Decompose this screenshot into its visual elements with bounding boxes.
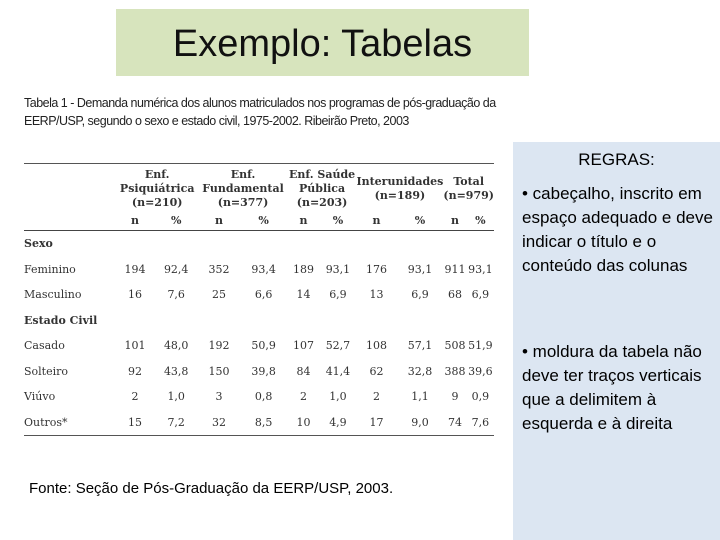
table-cell: 7,2	[154, 410, 198, 436]
data-table	[24, 163, 494, 436]
slide-title: Exemplo: Tabelas	[172, 23, 473, 65]
table-cell: 352	[208, 262, 230, 276]
rules-panel	[513, 142, 720, 540]
section-title: Estado Civil	[24, 313, 98, 327]
group-count: (n=203)	[296, 196, 348, 209]
subheader-cell: n	[198, 210, 239, 231]
table-cell: 92,4	[163, 262, 189, 276]
source-note: Fonte: Seção de Pós-Graduação da EERP/USP, 2003.	[29, 480, 394, 497]
table-cell: 4,9	[319, 410, 356, 436]
table-cell: 17	[356, 410, 396, 436]
table-cell: 7,6	[167, 288, 185, 302]
table-cell: 15	[116, 410, 154, 436]
row-label: Viúvo	[24, 390, 56, 404]
table-cell: 508	[444, 339, 466, 353]
table-cell: 6,9	[411, 288, 429, 302]
row-label: Masculino	[24, 288, 82, 302]
group-header	[198, 164, 287, 211]
table-cell: 1,0	[329, 390, 347, 404]
table-cell: 62	[369, 364, 384, 378]
group-count: (n=979)	[443, 189, 494, 202]
group-name: Enf. Saúde Pública	[289, 168, 356, 195]
subheader-cell: %	[319, 210, 356, 231]
table-cell: 9,0	[397, 410, 444, 436]
table-cell: 388	[444, 364, 466, 378]
group-header	[443, 164, 494, 211]
subheader-cell: %	[154, 210, 198, 231]
title-box	[116, 9, 529, 76]
table-cell: 93,1	[468, 262, 493, 276]
table-cell: 57,1	[407, 339, 433, 353]
table-cell: 32	[198, 410, 239, 436]
header-empty-cell	[24, 164, 116, 211]
table-cell: 6,9	[329, 288, 347, 302]
group-count: (n=189)	[374, 189, 426, 202]
table-cell: 84	[296, 364, 311, 378]
group-header	[356, 164, 443, 211]
table-cell: 0,8	[254, 390, 273, 404]
table-cell: 93,1	[325, 262, 351, 276]
table-cell: 192	[208, 339, 230, 353]
rule-item: • moldura da tabela não deve ter traços verticais que a delimitem à esquerda e à direita	[522, 342, 702, 433]
table-cell: 93,1	[407, 262, 433, 276]
table-cell: 7,6	[467, 410, 494, 436]
table-cell: 2	[300, 390, 308, 404]
table-cell: 2	[373, 390, 380, 404]
data-table-container	[24, 163, 494, 436]
group-name: Interunidades	[356, 175, 444, 188]
table-cell: 43,8	[163, 364, 189, 378]
table-cell: 3	[215, 390, 223, 404]
table-cell: 0,9	[471, 390, 490, 404]
table-cell: 8,5	[240, 410, 288, 436]
table-row	[24, 359, 494, 385]
table-row	[24, 384, 494, 410]
table-cell: 74	[443, 410, 466, 436]
subheader-cell: n	[443, 210, 466, 231]
group-count: (n=210)	[131, 196, 183, 209]
section-row	[24, 231, 494, 257]
table-cell: 25	[211, 288, 226, 302]
table-row	[24, 282, 494, 308]
group-header-row	[24, 164, 494, 211]
table-cell: 51,9	[468, 339, 493, 353]
table-cell: 176	[366, 262, 387, 276]
row-label: Casado	[24, 339, 65, 353]
table-cell: 92	[128, 364, 142, 378]
table-cell: 10	[288, 410, 320, 436]
row-label: Outros*	[24, 410, 116, 436]
rules-title: REGRAS:	[578, 150, 655, 169]
table-row	[24, 333, 494, 359]
table-cell: 1,0	[167, 390, 185, 404]
table-cell: 48,0	[163, 339, 189, 353]
row-label: Feminino	[24, 262, 76, 276]
table-cell: 194	[124, 262, 146, 276]
table-cell: 39,6	[468, 364, 493, 378]
table-cell: 50,9	[251, 339, 276, 353]
table-cell: 52,7	[325, 339, 351, 353]
rule-item: • cabeçalho, inscrito em espaço adequado e deve indicar o título e o conteúdo das colunas	[522, 184, 713, 275]
table-cell: 41,4	[325, 364, 351, 378]
table-cell: 39,8	[251, 364, 276, 378]
row-label: Solteiro	[24, 364, 69, 378]
table-cell: 32,8	[407, 364, 433, 378]
group-count: (n=377)	[217, 196, 269, 209]
table-cell: 93,4	[251, 262, 276, 276]
section-row	[24, 308, 494, 334]
table-cell: 2	[131, 390, 139, 404]
section-title: Sexo	[24, 237, 53, 251]
table-cell: 68	[448, 288, 463, 302]
table-row	[24, 410, 494, 436]
table-cell: 13	[369, 288, 384, 302]
subheader-empty-cell	[24, 210, 116, 231]
subheader-cell: n	[356, 210, 396, 231]
table-cell: 14	[296, 288, 311, 302]
subheader-cell: n	[116, 210, 154, 231]
table-cell: 911	[444, 262, 466, 276]
table-cell: 189	[293, 262, 315, 276]
subheader-cell: %	[397, 210, 444, 231]
group-name: Enf. Fundamental	[202, 168, 284, 195]
table-cell: 101	[124, 339, 146, 353]
table-cell: 150	[208, 364, 230, 378]
table-cell: 9	[451, 390, 459, 404]
subheader-row	[24, 210, 494, 231]
table-cell: 6,9	[471, 288, 490, 302]
group-name: Total	[453, 175, 484, 188]
subheader-cell: %	[240, 210, 288, 231]
group-name: Enf. Psiquiátrica	[119, 168, 195, 195]
group-header	[288, 164, 357, 211]
table-caption: Tabela 1 - Demanda numérica dos alunos matriculados nos programas de pós-graduação da EERP/USP, segundo o sexo e estado civil, 1975-2002. Ribeirão Preto, 2003	[24, 96, 496, 128]
group-header	[116, 164, 198, 211]
subheader-cell: n	[288, 210, 320, 231]
table-cell: 6,6	[254, 288, 273, 302]
table-cell: 16	[128, 288, 142, 302]
table-cell: 1,1	[411, 390, 429, 404]
table-cell: 107	[293, 339, 315, 353]
table-cell: 108	[366, 339, 387, 353]
subheader-cell: %	[467, 210, 494, 231]
table-row	[24, 257, 494, 283]
